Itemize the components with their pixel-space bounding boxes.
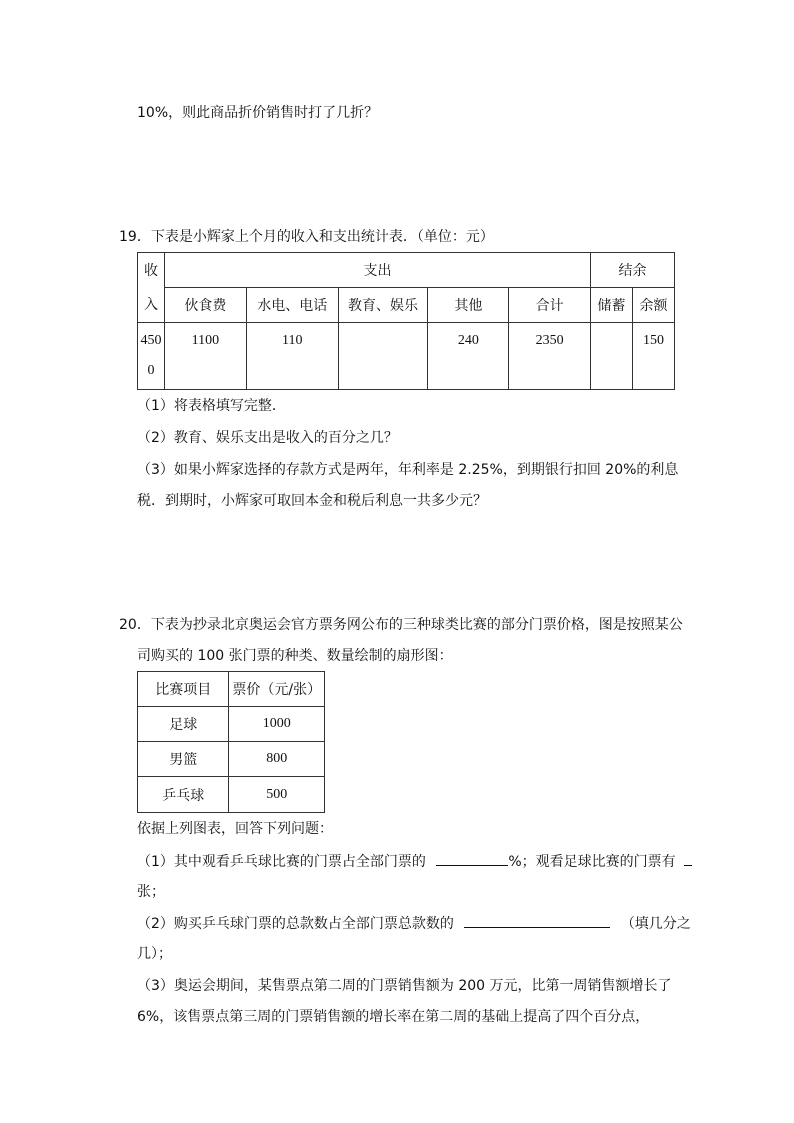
q20-q2-tail: 几）；: [137, 946, 172, 962]
income-value: 450 0: [138, 323, 165, 390]
q19-income-expense-table: [137, 252, 675, 390]
q20-q2-text-a: （2）购买乒乓球门票的总款数占全部门票总款数的: [137, 916, 454, 932]
answer-blank-pingpong-fraction[interactable]: [464, 913, 610, 928]
value-education: [338, 323, 428, 390]
expense-header: 支出: [164, 253, 590, 288]
header-other: 其他: [428, 288, 509, 323]
q19-question-2: （2）教育、娱乐支出是收入的百分之几？: [137, 430, 398, 446]
q20-q2-text-b: （填几分之: [620, 916, 691, 932]
q19-title: 19．下表是小辉家上个月的收入和支出统计表．（单位：元）: [119, 229, 494, 245]
q18-tail-text: 10%，则此商品折价销售时打了几折？: [137, 105, 379, 121]
row-pingpong-name: 乒乓球: [138, 777, 229, 813]
q20-question-2: [137, 913, 691, 934]
value-savings: [591, 323, 633, 390]
q19-question-3: （3）如果小辉家选择的存款方式是两年，年利率是 2.25%，到期银行扣回 20%的利息: [137, 462, 679, 478]
row-pingpong-price: 500: [229, 777, 325, 813]
row-basketball-name: 男篮: [138, 742, 229, 777]
value-utilities: 110: [246, 323, 338, 390]
q20-question-3-cont: 6%，该售票点第三周的门票销售额的增长率在第二周的基础上提高了四个百分点，: [137, 1009, 650, 1025]
q20-prompt: 依据上列图表，回答下列问题：: [137, 821, 333, 837]
header-remainder: 余额: [633, 288, 675, 323]
header-event: 比赛项目: [138, 672, 229, 707]
row-basketball-price: 800: [229, 742, 325, 777]
income-header: 收 入: [138, 253, 165, 323]
value-other: 240: [428, 323, 509, 390]
header-price: 票价（元/张）: [229, 672, 325, 707]
header-education: 教育、娱乐: [338, 288, 428, 323]
q20-ticket-price-table: [137, 671, 325, 813]
header-utilities: 水电、电话: [246, 288, 338, 323]
q19-question-3-cont: 税．到期时，小辉家可取回本金和税后利息一共多少元？: [137, 493, 487, 509]
q20-q1-text-b: %；观看足球比赛的门票有: [508, 854, 676, 870]
q20-intro-line-1: 20．下表为抄录北京奥运会官方票务网公布的三种球类比赛的部分门票价格，图是按照某公: [119, 617, 683, 633]
q19-question-1: （1）将表格填写完整．: [137, 398, 286, 414]
value-remainder: 150: [633, 323, 675, 390]
row-football-price: 1000: [229, 707, 325, 742]
value-food: 1100: [164, 323, 246, 390]
q20-question-3: （3）奥运会期间，某售票点第二周的门票销售额为 200 万元，比第一周销售额增长了: [137, 978, 672, 994]
header-savings: 储蓄: [591, 288, 633, 323]
q20-question-1: [137, 851, 692, 872]
value-total: 2350: [509, 323, 591, 390]
q20-q1-tail: 张；: [137, 884, 165, 900]
q20-q1-text-a: （1）其中观看乒乓球比赛的门票占全部门票的: [137, 854, 426, 870]
answer-blank-pingpong-percent[interactable]: [436, 851, 508, 866]
balance-header: 结余: [591, 253, 675, 288]
header-food: 伙食费: [164, 288, 246, 323]
row-football-name: 足球: [138, 707, 229, 742]
q20-intro-line-2: 司购买的 100 张门票的种类、数量绘制的扇形图：: [137, 648, 453, 664]
header-total: 合计: [509, 288, 591, 323]
answer-blank-football-count[interactable]: [684, 851, 692, 866]
